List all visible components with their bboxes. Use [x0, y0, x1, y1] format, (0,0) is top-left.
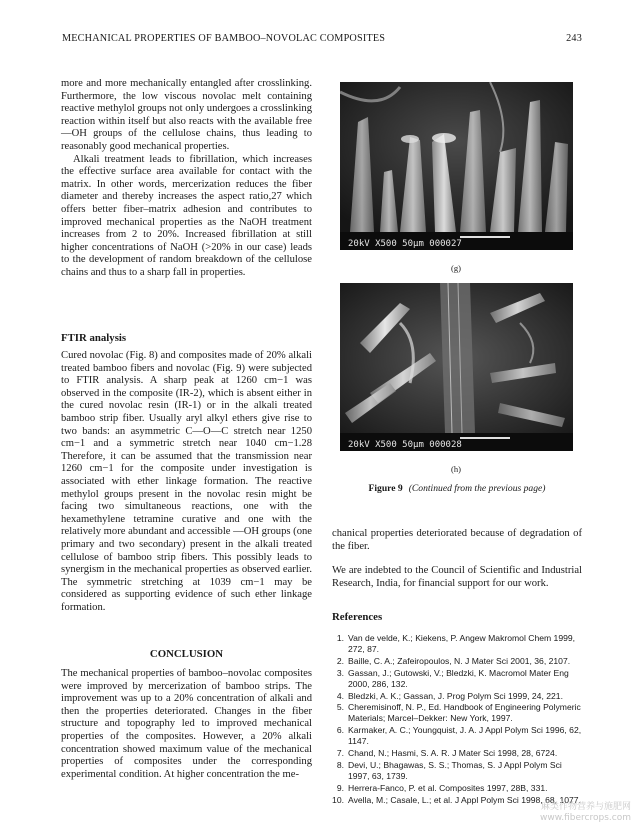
reference-list: [332, 633, 582, 807]
reference-item: 9. Herrera-Fanco, P. et al. Composites 1997, 28B, 331.: [336, 782, 548, 793]
reference-item: 4. Bledzki, A. K.; Gassan, J. Prog Polym Sci 1999, 24, 221.: [336, 690, 563, 701]
figure-caption: [332, 483, 582, 494]
paragraph-ftir: Cured novolac (Fig. 8) and composites made of 20% alkali treated bamboo fibers and novolac (Fig. 9) were subjected to FTIR analysis. A sharp peak at 1260 cm−1 was observed in the composite (IR-2), which is absent either in the cured novolac resin (IR-1) or in the alkali treated bamboo strip fiber. Usually aryl alkyl ethers give rise to two bands: an asymmetric C—O—C stretch near 1250 cm−1 and a symmetric stretch near 1040 cm−1.28 Therefore, it can be assumed that the transmission near 1260 cm−1 for the composite under investigation is associated with ether linkage formation. The reactive methylol groups present in the novolac resin might be facing two simultaneous reactions, one with the hexamethylene tetramine curative and one with the relatively more abundant and accessible —OH groups (one primary and two secondary) present in the alkali treated cellulose of bamboo strip fibers. This possibly leads to synergism in the mechanical properties as observed earlier. The symmetric stretching at 1039 cm−1 may be considered as supporting evidence of such ether linkage formation.: [61, 350, 312, 613]
reference-item: 6. Karmaker, A. C.; Youngquist, J. A. J Appl Polym Sci 1996, 62, 1147.: [336, 725, 582, 747]
panel-label-h: (h): [451, 464, 461, 474]
section-heading-references: References: [332, 611, 383, 623]
paragraph-alkali-treatment: Alkali treatment leads to fibrillation, which increases the effective surface area available for contact with the matrix. In other words, mercerization reduces the fiber diameter and thereby increases the aspect ratio,27 which offers better fiber–matrix adhesion and contributes to improved mechanical properties as the NaOH treatment increases from 2 to 20%. Increased fibrillation at still higher concentrations of NaOH (>20% in our case) leads to the development of random breakdown of the cellulose chains and thus to a sharp fall in properties.: [61, 153, 312, 278]
reference-item: 10. Avella, M.; Casale, L.; et al. J Appl Polym Sci 1998, 68, 1077.: [332, 794, 581, 805]
paragraph-crosslinking: more and more mechanically entangled after crosslinking. Furthermore, the low viscous novolac melt containing reactive methylol groups not only undergoes a crosslinking reaction within itself but also reacts with the available free —OH groups of the cellulose chains, thus leading to reasonably good mechanical properties.: [61, 78, 312, 152]
page-number: 243: [566, 33, 582, 44]
left-column-ftir: [61, 350, 312, 614]
reference-item: 8. Devi, U.; Bhagawas, S. S.; Thomas, S. J Appl Polym Sci 1997, 63, 1739.: [336, 759, 562, 781]
panel-label-g: (g): [451, 263, 461, 273]
running-header: [62, 33, 582, 44]
watermark-line-2: www.fibercrops.com: [540, 813, 631, 823]
right-column-text: [332, 528, 582, 590]
section-heading-conclusion: CONCLUSION: [149, 648, 224, 660]
left-column-top: [61, 78, 312, 280]
reference-item: 2. Baille, C. A.; Zafeiropoulos, N. J Mater Sci 2001, 36, 2107.: [336, 655, 571, 666]
left-column-conclusion: [61, 668, 312, 781]
sem-micrograph-h: [340, 283, 573, 451]
reference-item: 3. Gassan, J.; Gutowski, V.; Bledzki, K. Macromol Mater Eng 2000, 286, 132.: [336, 667, 569, 689]
paragraph-conclusion: The mechanical properties of bamboo–novolac composites were improved by mercerization of bamboo strips. The improvement was up to a 20% concentration of alkali and then the properties deteriorated. Changes in the fiber structure and topography led to improved mechanical properties of the composites. However, a 20% alkali concentration showed maximum value of the mechanical properties of composites under the corresponding experimental condition. At higher concentration the me-: [61, 668, 312, 780]
watermark-line-1: 麻类作物营养与施肥网: [540, 802, 631, 812]
paragraph-continuation: chanical properties deteriorated because of degradation of the fiber.: [332, 528, 582, 552]
sem-micrograph-g: [340, 82, 573, 250]
reference-item: 7. Chand, N.; Hasmi, S. A. R. J Mater Sci 1998, 28, 6724.: [336, 748, 558, 759]
sem-scale-bar-text-g: 20kV X500 50μm 000027: [348, 239, 462, 249]
reference-item: 5. Cheremisinoff, N. P., Ed. Handbook of Engineering Polymeric Materials; Marcel–Dekker: New York, 1997.: [336, 702, 581, 724]
paragraph-acknowledgement: We are indebted to the Council of Scientific and Industrial Research, India, for financial support for our work.: [332, 565, 582, 589]
figure-caption-text: (Continued from the previous page): [408, 483, 546, 494]
section-heading-ftir: FTIR analysis: [61, 332, 127, 344]
figure-caption-label: Figure 9: [368, 483, 403, 494]
running-title: MECHANICAL PROPERTIES OF BAMBOO–NOVOLAC COMPOSITES: [62, 33, 386, 44]
watermark: [540, 802, 631, 824]
reference-item: 1. Van de velde, K.; Kiekens, P. Angew Makromol Chem 1999, 272, 87.: [336, 633, 576, 654]
sem-scale-bar-text-h: 20kV X500 50μm 000028: [348, 440, 462, 450]
